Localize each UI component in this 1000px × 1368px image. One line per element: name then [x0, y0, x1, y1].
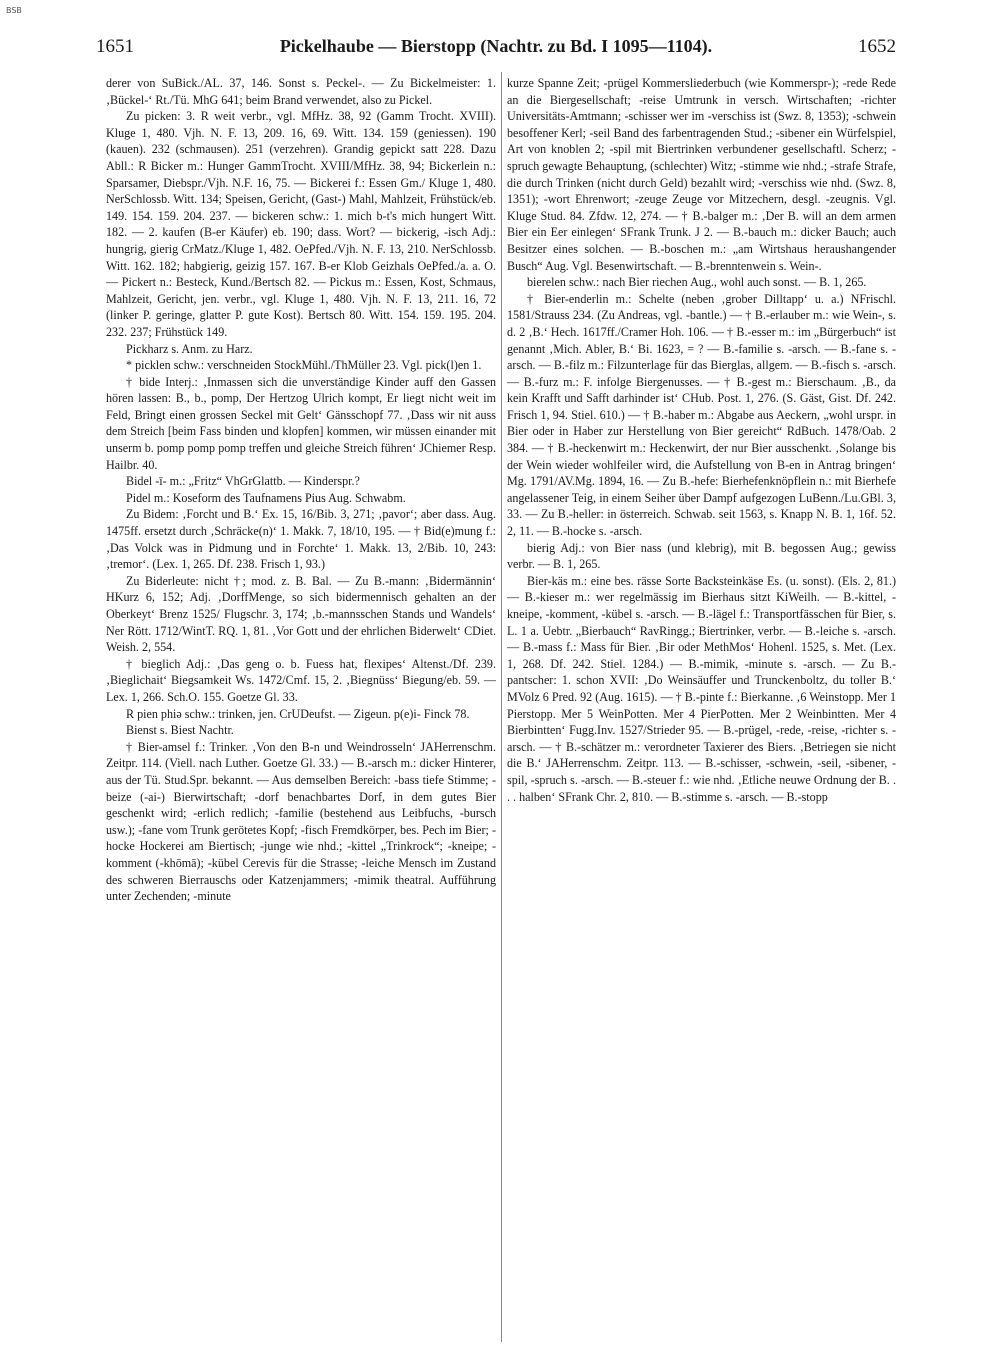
entry-paragraph: bierelen schw.: nach Bier riechen Aug., wohl auch sonst. — B. 1, 265.	[527, 275, 867, 290]
page-number-right: 1652	[858, 36, 896, 57]
entry-paragraph: bierig Adj.: von Bier nass (und klebrig), mit B. begossen Aug.; gewiss verbr. — B. 1, 265.	[507, 540, 896, 572]
entry-paragraph: kurze Spanne Zeit; -prügel Kommersliederbuch (wie Kommerspr-); -rede Rede an die Biergesellschaft; -reise Umtrunk in versch. Wirtschaften; -richter Universitäts-Amtmann; -schisser wer im -verschiss ist (Swz. 8, 1353); -schwein besoffener Kerl; -seil Band des farbentragenden Stud.; -sibener ein Würfelspiel, Art von knoblen 2; -spil mit Biertrinken verbundener gesellschaftl. Scherz; -spruch gewagte Behauptung, (schlechter) Witz; -stimme wie nhd.; -strafe Strafe, die durch Trinken (nicht durch Geld) bezahlt wird; -verschiss wie nhd. (Swz. 8, 1351); -wort Ehrenwort; -zeuge Zeuge vor Mitzechern, desgl. -zeugnis. Vgl. Kluge Stud. 84. Zfdw. 12, 274. — † B.-balger m.: ‚Der B. will an dem armen Bier ein Eer einlegen‘ SFrank Trunk. J 2. — B.-bauch m.: dicker Bauch; auch Besitzer eines solchen. — B.-boschen m.: „am Wirtshaus heraushangender Busch“ Aug. Vgl. Besenwirtschaft. — B.-brenntenwein s. Wein-.	[507, 76, 896, 273]
entry-paragraph: Bier-käs m.: eine bes. rässe Sorte Backsteinkäse Es. (u. sonst). (Els. 2, 81.) — B.-kieser m.: wer regelmässig im Bierhaus sitzt KiWeilh. — B.-kittel, -kneipe, -komment, -kübel s. -arsch. — B.-lägel f.: Transportfässchen für Bier, s. L. 1 a. Uebtr. „Bierbauch“ RavRingg.; Biertrinker, verbr. — B.-leiche s. -arsch. — B.-mass f.: Mass für Bier. ‚Bir oder MethMos‘ Hohenl. 1525, s. Met. (Lex. 1, 268. Df. 242. Stiel. 1284.) — B.-mimik, -minute s. -arsch. — Zu B.-pantscher: 1. schon XVII: ‚Do Weinsäuffer und Trunckenboltz, du toller B.‘ MVolz 6 Pred. 92 (Aug. 1615). — † B.-pinte f.: Bierkanne. ‚6 Weinstopp. Mer 1 Pierstopp. Mer 5 WeinPotten. Mer 4 PierPotten. Mer 2 Weinbintten. Mer 4 Bierbintten‘ Fugg.Inv. 1527/Strieder 95. — B.-prügel, -rede, -reise, -richter s. -arsch. — † B.-schätzer m.: verordneter Taxierer des Biers. ‚Betriegen sie nicht die B.‘ JAHerrenschm. Zeitpr. 113. — B.-schisser, -schwein, -seil, -sibener, -spil, -spruch s. -arsch. — B.-steuer f.: wie nhd. ‚Etliche neuwe Ordnung der B. . . . halben‘ SFrank Chr. 2, 810. — B.-stimme s. -arsch. — B.-stopp	[507, 573, 896, 804]
entry-paragraph: R pien phiə schw.: trinken, jen. CrUDeufst. — Zigeun. p(e)i- Finck 78.	[126, 706, 470, 721]
entry-paragraph: derer von SuBick./AL. 37, 146. Sonst s. Peckel-. — Zu Bickelmeister: 1. ‚Bückel-‘ Rt./Tü. MhG 641; beim Brand verwendet, also zu Pickel.	[106, 76, 496, 107]
entry-paragraph: * picklen schw.: verschneiden StockMühl./ThMüller 23. Vgl. pick(l)en 1.	[126, 358, 482, 373]
entry-paragraph: Pidel m.: Koseform des Taufnamens Pius Aug. Schwabm.	[126, 490, 406, 505]
entry-paragraph: Pickharz s. Anm. zu Harz.	[126, 341, 253, 356]
entry-paragraph: Zu Bidem: ‚Forcht und B.‘ Ex. 15, 16/Bib. 3, 271; ‚pavor‘; aber dass. Aug. 1475ff. ersetzt durch ‚Schräcke(n)‘ 1. Makk. 7, 18/10, 195. — † Bid(e)mung f.: ‚Das Volck was in Pidmung und in Forchte‘ 1. Makk. 13, 2/Bib. 10, 243: ‚tremor‘. (Lex. 1, 265. Df. 238. Frisch 1, 93.)	[106, 507, 496, 572]
right-column	[507, 75, 896, 805]
library-stamp: BSB	[6, 6, 22, 15]
entry-paragraph: † Bier-enderlin m.: Schelte (neben ‚grober Dilltapp‘ u. a.) NFrischl. 1581/Strauss 234. (Zu Andreas, vgl. -bantle.) — † B.-erlauber m.: wie Wein-, s. d. 2 ‚B.‘ Hech. 1617ff./Cramer Hoh. 106. — † B.-esser m.: im „Bürgerbuch“ ist genannt ‚Mich. Abler, B.‘ Bi. 1623, = ? — B.-familie s. -arsch. — B.-fane s. -arsch. — B.-filz m.: Filzunterlage für das Bierglas, allgem. — B.-fisch s. -arsch. — B.-furz m.: F. infolge Biergenusses. — † B.-gest m.: Bierschaum. ‚B., da kein Krafft und Safft darhinder ist‘ CHub. Post. 1, 276. (S. Gäst, Gist. Df. 242. Frisch 1, 94. Stiel. 610.) — † B.-haber m.: Abgabe aus Aeckern, „wohl urspr. in Bier oder in Haber zur Herstellung von Bier gereicht“ RdBuch. 1478/Oab. 2 384. — † B.-heckenwirt m.: Heckenwirt, der nur Bier ausschenkt. ‚Solange bis der Wein wieder wohlfeiler wird, die Aufstellung von B-en in Antrag bringen‘ Mg. 1791/AV.Mg. 1894, 16. — Zu B.-hefe: Bierhefenknöpflein n.: mit Bierhefe angelassener Teig, in einem Seiher über Dampf aufgezogen LuBenn./Lu.GBl. 3, 33. — Zu B.-heller: in österreich. Schwab. seit 1563, s. Knapp N. B. 1, 16f. 52. 2, 11. — B.-hocke s. -arsch.	[507, 291, 896, 539]
left-column	[106, 75, 496, 905]
entry-paragraph: Bidel -ī- m.: „Fritz“ VhGrGlattb. — Kinderspr.?	[126, 474, 360, 489]
running-title: Pickelhaube — Bierstopp (Nachtr. zu Bd. I 1095—1104).	[279, 36, 713, 56]
entry-paragraph: † bide Interj.: ‚Inmassen sich die unverständige Kinder auff den Gassen hören lassen: B., b., pomp, Der Hertzog Ulrich kompt, Er liegt nicht weit im Feld, Bringt einen grossen Seckel mit Gelt‘ Gänsschopf 77. ‚Dass wir nit auss dem Streich [beim Fass binden und klopfen] kommen, wir müssen einander mit unserm b. pomp pomp pomp treffen und gleiche Streich führen‘ JChiemer Resp. Hailbr. 40.	[106, 374, 496, 472]
entry-paragraph: Bienst s. Biest Nachtr.	[126, 723, 234, 738]
page-number-left: 1651	[96, 36, 134, 57]
entry-paragraph: Zu picken: 3. R weit verbr., vgl. MfHz. 38, 92 (Gamm Trocht. XVIII). Kluge 1, 480. Vjh. N. F. 13, 209. 16, 69. Witt. 134. 159 (geniessen). 190 (kauen). 232 (schmausen). 251 (verzehren). Grandig gepickt satt 228. Dazu Abll.: R Bicker m.: Hunger GammTrocht. XVIII/MfHz. 38, 94; Bickerlein n.: Sparsamer, Diebspr./Vjh. N.F. 16, 75. — Bickerei f.: Essen Gm./ Kluge 1, 480. NerSchlossb. Witt. 134; Speisen, Gericht, (Gast-) Mahl, Mahlzeit, Frühstück/eb. 149. 154. 159. 204. 237. — bickeren schw.: 1. mich b-t's mich hungert Witt. 182. — 2. kaufen (B-er Käufer) eb. 190; dass. Wort? — bickerig, -isch Adj.: hungrig, gierig CrMatz./Kluge 1, 482. OePfed./Vjh. N. F. 13, 210. NerSchlossb. Witt. 162. 182; habgierig, geizig 157. 167. B-er Klob Geizhals OePfed./a. a. O. — Pickert n.: Besteck, Kund./Bertsch 82. — Pickus m.: Essen, Kost, Schmaus, Mahlzeit, Gericht, jen. verbr., vgl. Kluge 1, 480. Vjh. N. F. 13, 211. 16, 72 (linker P. geringe, glatter P. gute Kost). Bertsch 80. Witt. 154. 159. 195. 204. 232. 237; Frühstück 149.	[106, 109, 496, 339]
entry-paragraph: † Bier-amsel f.: Trinker. ‚Von den B-n und Weindrosseln‘ JAHerrenschm. Zeitpr. 114. (Viell. nach Luther. Goetze Gl. 33.) — B.-arsch m.: dicker Hinterer, aus der Tü. Stud.Spr. bekannt. — Aus demselben Bereich: -bass tiefe Stimme; -beize (-ai-) Bierwirtschaft; -dorf benachbartes Dorf, in dem gutes Bier geschenkt wird; -erlich redlich; -familie (bestehend aus Leibfuchs, -bursch usw.); -fane vom Trunk gerötetes Kopf; -fisch Fremdkörper, bes. Pech im Bier; -hocke Hockerei am Biertisch; -junge wie nhd.; -kittel „Trinkrock“; -kneipe; -komment (-khōmā); -kübel Cerevis für die Strasse; -leiche Mensch im Zustand des schweren Bierrauschs oder Katzenjammers; -mimik theatral. Aufführung unter Zechenden; -minute	[106, 739, 496, 904]
entry-paragraph: † bieglich Adj.: ‚Das geng o. b. Fuess hat, flexipes‘ Altenst./Df. 239. ‚Bieglichait‘ Biegsamkeit Ws. 1472/Cmf. 15, 2. ‚Biegnüss‘ Biegung/eb. 59. — Lex. 1, 266. Sch.O. 155. Goetze Gl. 33.	[106, 656, 496, 704]
column-divider	[501, 72, 502, 1342]
entry-paragraph: Zu Biderleute: nicht †; mod. z. B. Bal. — Zu B.-mann: ‚Bidermännin‘ HKurz 6, 152; Adj. ‚DorffMenge, so sich bidermennisch gehalten an der Oberkeyt‘ Brenz 1525/ Flugschr. 3, 174; ‚b.-mannsschen Stands und Wandels‘ Ner Rött. 1712/WintT. RQ. 1, 81. ‚Vor Gott und der ehrlichen Biderwelt‘ CDiet. Weish. 2, 554.	[106, 573, 496, 655]
